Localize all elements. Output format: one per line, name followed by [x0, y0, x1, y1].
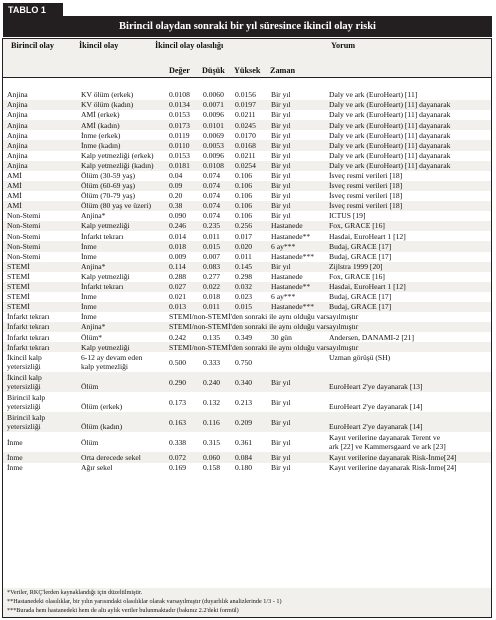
table-cell: Anjina: [3, 130, 77, 140]
table-cell: Bir yıl: [267, 211, 325, 221]
table-row: [3, 452, 492, 462]
table-cell: İnme: [77, 252, 165, 262]
table-cell: Hastanede**: [267, 231, 325, 241]
table-cell: Hasdai, EuroHeart 1 [12]: [325, 282, 492, 292]
footnote-1: *Veriler, RKÇ'lerden kaynaklandığı için düzeltilmiştir.: [7, 589, 143, 596]
table-cell: 0.023: [231, 292, 267, 302]
table-cell: Anjina*: [77, 322, 165, 332]
subheader-time: Zaman: [270, 66, 296, 75]
table-row: [3, 130, 492, 140]
table-row: [3, 181, 492, 191]
table-cell: Hastanede**: [267, 282, 325, 292]
risk-table: [3, 90, 492, 473]
table-cell: 0.015: [231, 302, 267, 312]
table-row: [3, 282, 492, 292]
table-row: [3, 211, 492, 221]
table-cell: 0.256: [231, 221, 267, 231]
table-cell: 0.0119: [165, 130, 199, 140]
table-cell: [3, 392, 77, 412]
table-cell: AMİ (erkek): [77, 110, 165, 120]
table-cell: 0.015: [199, 241, 231, 251]
subheader-high: Yüksek: [234, 66, 261, 75]
table-cell: 0.106: [231, 211, 267, 221]
table-cell: 0.132: [199, 392, 231, 412]
table-cell: Non-Stemi: [3, 221, 77, 231]
table-cell: ICTUS [19]: [325, 211, 492, 221]
table-cell: Ölüm (70-79 yaş): [77, 191, 165, 201]
table-cell: 0.074: [199, 171, 231, 181]
table-cell: 0.114: [165, 262, 199, 272]
cell-line: [329, 393, 492, 403]
table-row: [3, 302, 492, 312]
table-cell: [267, 352, 325, 372]
table-row: [3, 412, 492, 432]
table-cell: 0.011: [199, 302, 231, 312]
table-cell: 0.290: [165, 372, 199, 392]
table-cell: 0.032: [231, 282, 267, 292]
table-cell: [77, 412, 165, 432]
table-row: [3, 342, 492, 352]
footnote-3: ***Burada hem hastanedeki hem de altı aylık veriler bulunmaktadır (bakınız 2.2'deki formül): [7, 607, 239, 614]
table-cell: Bir yıl: [267, 90, 325, 100]
table-cell: 0.0053: [199, 140, 231, 150]
table-cell: 0.0254: [231, 161, 267, 171]
table-cell: 0.338: [165, 432, 199, 452]
table-row: [3, 252, 492, 262]
table-row: [3, 100, 492, 110]
table-cell: İsveç resmi verileri [18]: [325, 201, 492, 211]
table-cell: Bir yıl: [267, 151, 325, 161]
table-cell: 0.074: [199, 201, 231, 211]
table-cell: 0.0173: [165, 120, 199, 130]
table-cell: Hastanede***: [267, 252, 325, 262]
table-cell: Daly ve ark (EuroHeart) [11] dayanarak: [325, 100, 492, 110]
table-cell: İnfarkt tekrarı: [3, 322, 77, 332]
table-cell: 0.0153: [165, 110, 199, 120]
table-cell: Anjina: [3, 140, 77, 150]
table-cell: Andersen, DANAMI-2 [21]: [325, 332, 492, 342]
table-cell: 0.209: [231, 412, 267, 432]
table-cell: İnme (kadın): [77, 140, 165, 150]
table-title: Birincil olaydan sonraki bir yıl süresince ikincil olay riski: [3, 16, 492, 37]
table-cell: Ölüm (80 yaş ve üzeri): [77, 201, 165, 211]
table-cell: Anjina: [3, 90, 77, 100]
table-cell: İnfarkt tekrarı: [3, 342, 77, 352]
cell-line: Ölüm: [81, 382, 99, 392]
table-cell: STEMİ: [3, 292, 77, 302]
table-cell: 0.277: [199, 272, 231, 282]
table-cell: [325, 412, 492, 432]
table-cell: Hastanede***: [267, 302, 325, 312]
table-cell: Anjina: [3, 100, 77, 110]
table-cell: Orta derecede sekel: [77, 452, 165, 462]
table-cell: İnme: [3, 463, 77, 473]
cell-line: Ölüm (kadın): [81, 422, 123, 432]
cell-line: Ölüm (erkek): [81, 402, 123, 412]
table-label: TABLO 1: [3, 3, 63, 17]
table-cell: 0.007: [199, 252, 231, 262]
table-cell: 0.04: [165, 171, 199, 181]
table-row: [3, 392, 492, 412]
table-cell: 0.213: [231, 392, 267, 412]
table-cell: Fox, GRACE [16]: [325, 272, 492, 282]
table-cell: 0.011: [199, 231, 231, 241]
subheader-row: [3, 64, 492, 77]
table-cell: Budaj, GRACE [17]: [325, 241, 492, 251]
cell-line: Kayıt verilerine dayanarak Terent ve: [329, 432, 441, 442]
table-cell: Budaj, GRACE [17]: [325, 252, 492, 262]
table-cell: 0.246: [165, 221, 199, 231]
table-cell: 0.361: [231, 432, 267, 452]
table-row: [3, 191, 492, 201]
table-cell: İnfarkt tekrarı: [77, 231, 165, 241]
table-cell: Non-Stemi: [3, 231, 77, 241]
table-cell: Bir yıl: [267, 140, 325, 150]
table-cell: Daly ve ark (EuroHeart) [11] dayanarak: [325, 110, 492, 120]
table-cell: Budaj, GRACE [17]: [325, 302, 492, 312]
table-row: [3, 161, 492, 171]
table-cell: 0.340: [231, 372, 267, 392]
table-cell: STEMI/non-STEMİ'den sonraki ile aynı olduğu varsayılmıştır: [165, 312, 492, 322]
table-row: [3, 171, 492, 181]
header-row: [3, 39, 492, 64]
cell-line: [329, 413, 492, 423]
table-cell: Daly ve ark (EuroHeart) [11] dayanarak: [325, 140, 492, 150]
table-cell: 0.333: [199, 352, 231, 372]
cell-line: EuroHeart 2'ye dayanarak [13]: [329, 382, 423, 392]
table-cell: 0.090: [165, 211, 199, 221]
header-secondary-event: İkincil olay: [79, 41, 119, 50]
table-cell: AMİ (kadın): [77, 120, 165, 130]
header-primary-event: Birincil olay: [11, 41, 54, 50]
table-cell: 0.0108: [199, 161, 231, 171]
table-cell: Bir yıl: [267, 412, 325, 432]
table-cell: 0.018: [165, 241, 199, 251]
table-cell: 0.084: [231, 452, 267, 462]
cell-line: [81, 373, 165, 383]
table-cell: 0.0245: [231, 120, 267, 130]
table-cell: [3, 352, 77, 372]
cell-line: kalp yetmezliği: [81, 362, 129, 372]
table-cell: Budaj, GRACE [17]: [325, 292, 492, 302]
table-cell: İnme: [3, 432, 77, 452]
table-cell: 0.0108: [165, 90, 199, 100]
table-cell: [77, 392, 165, 412]
table-cell: 0.009: [165, 252, 199, 262]
table-cell: 0.074: [199, 211, 231, 221]
table-cell: 0.018: [199, 292, 231, 302]
table-cell: [77, 352, 165, 372]
table-cell: Bir yıl: [267, 262, 325, 272]
table-cell: [77, 372, 165, 392]
cell-line: Birincil kalp: [7, 392, 46, 402]
cell-line: Uzman görüşü (SH): [329, 352, 391, 362]
table-row: [3, 151, 492, 161]
table-cell: 0.011: [231, 252, 267, 262]
table-cell: Hastanede: [267, 272, 325, 282]
table-cell: 0.20: [165, 191, 199, 201]
table-cell: Anjina: [3, 161, 77, 171]
table-cell: 0.0168: [231, 140, 267, 150]
table-cell: Bir yıl: [267, 171, 325, 181]
table-cell: 30 gün: [267, 332, 325, 342]
subheader-low: Düşük: [202, 66, 225, 75]
table-cell: 0.349: [231, 332, 267, 342]
table-cell: 0.163: [165, 412, 199, 432]
table-cell: Daly ve ark (EuroHeart) [11]: [325, 90, 492, 100]
footnote-2: **Hastanedeki olasılıklar, bir yılın yarısındaki olasılıklar olarak varsayılmıştır (duyarlılık analizlerinde 1/3 - 1): [7, 598, 282, 605]
table-cell: KV ölüm (erkek): [77, 90, 165, 100]
table-cell: Bir yıl: [267, 201, 325, 211]
table-cell: [325, 432, 492, 452]
table-cell: Ölüm*: [77, 332, 165, 342]
table-cell: 0.0211: [231, 151, 267, 161]
table-cell: İnfarkt tekrarı: [3, 332, 77, 342]
table-cell: 0.298: [231, 272, 267, 282]
table-cell: İnme: [77, 312, 165, 322]
table-cell: 0.106: [231, 181, 267, 191]
footnotes: [3, 588, 492, 617]
table-cell: STEMİ: [3, 262, 77, 272]
table-row: [3, 463, 492, 473]
table-row: [3, 292, 492, 302]
table-cell: Kalp yetmezliği (erkek): [77, 151, 165, 161]
table-cell: STEMİ: [3, 272, 77, 282]
table-row: [3, 140, 492, 150]
table-cell: STEMI/non-STEMİ'den sonraki ile aynı olduğu varsayılmıştır: [165, 342, 492, 352]
table-cell: 0.242: [165, 332, 199, 342]
table-cell: STEMI/non-STEMİ'den sonraki ile aynı olduğu varsayılmıştır: [165, 322, 492, 332]
cell-line: [81, 393, 165, 403]
table-cell: 0.173: [165, 392, 199, 412]
table-cell: Ölüm (60-69 yaş): [77, 181, 165, 191]
table-cell: 0.0069: [199, 130, 231, 140]
table-cell: 0.021: [165, 292, 199, 302]
table-cell: Bir yıl: [267, 452, 325, 462]
table-cell: 0.240: [199, 372, 231, 392]
table-cell: Non-Stemi: [3, 252, 77, 262]
table-cell: 0.106: [231, 191, 267, 201]
table-cell: İnfarkt tekrarı: [3, 312, 77, 322]
table-row: [3, 231, 492, 241]
table-cell: 0.0153: [165, 151, 199, 161]
table-cell: 0.020: [231, 241, 267, 251]
table-cell: Anjina: [3, 110, 77, 120]
table-row: [3, 312, 492, 322]
table-cell: Anjina*: [77, 211, 165, 221]
table-cell: 0.013: [165, 302, 199, 312]
table-cell: [3, 372, 77, 392]
table-cell: Anjina*: [77, 262, 165, 272]
table-row: [3, 352, 492, 372]
table-cell: 0.0134: [165, 100, 199, 110]
table-cell: İsveç resmi verileri [18]: [325, 171, 492, 181]
table-cell: Anjina: [3, 120, 77, 130]
table-row: [3, 120, 492, 130]
cell-line: yetersizliği: [7, 402, 41, 412]
table-cell: Bir yıl: [267, 372, 325, 392]
table-cell: Ağır sekel: [77, 463, 165, 473]
table-cell: İsveç resmi verileri [18]: [325, 191, 492, 201]
table-row: [3, 272, 492, 282]
table-cell: 0.074: [199, 181, 231, 191]
table-cell: Hasdai, EuroHeart 1 [12]: [325, 231, 492, 241]
table-cell: [325, 372, 492, 392]
table-row: [3, 221, 492, 231]
table-cell: AMİ: [3, 181, 77, 191]
header-comment: Yorum: [331, 41, 356, 50]
cell-line: yetersizliği: [7, 422, 41, 432]
cell-line: ark [22] ve Kammersgaard ve ark [23]: [329, 442, 446, 452]
table-cell: İnme (erkek): [77, 130, 165, 140]
table-cell: 0.0156: [231, 90, 267, 100]
cell-line: EuroHeart 2'ye dayanarak [14]: [329, 422, 423, 432]
table-cell: Kalp yetmezliği (kadın): [77, 161, 165, 171]
table-cell: 0.022: [199, 282, 231, 292]
table-cell: 0.083: [199, 262, 231, 272]
table-cell: 0.288: [165, 272, 199, 282]
table-cell: 0.017: [231, 231, 267, 241]
table-cell: AMİ: [3, 171, 77, 181]
table-cell: 0.750: [231, 352, 267, 372]
table-cell: Kalp yetmezliği: [77, 272, 165, 282]
table-row: [3, 241, 492, 251]
table-cell: AMİ: [3, 201, 77, 211]
table-cell: Daly ve ark (EuroHeart) [11] dayanarak: [325, 120, 492, 130]
table-cell: Zijlstra 1999 [20]: [325, 262, 492, 272]
table-row: [3, 262, 492, 272]
table-cell: 0.0101: [199, 120, 231, 130]
table-cell: 0.0211: [231, 110, 267, 120]
table-cell: 0.169: [165, 463, 199, 473]
table-cell: 0.145: [231, 262, 267, 272]
cell-line: [329, 373, 492, 383]
table-cell: 0.315: [199, 432, 231, 452]
table-cell: Non-Stemi: [3, 241, 77, 251]
table-cell: İnme: [77, 241, 165, 251]
table-cell: 0.0060: [199, 90, 231, 100]
cell-line: 6-12 ay devam eden: [81, 352, 143, 362]
table-cell: STEMİ: [3, 302, 77, 312]
table-cell: 0.0096: [199, 151, 231, 161]
table-row: [3, 90, 492, 100]
cell-line: [81, 413, 165, 423]
table-cell: KV ölüm (kadın): [77, 100, 165, 110]
table-cell: 0.09: [165, 181, 199, 191]
table-row: [3, 372, 492, 392]
cell-line: Birincil kalp: [7, 412, 46, 422]
table-cell: 0.116: [199, 412, 231, 432]
table-cell: 0.180: [231, 463, 267, 473]
table-cell: [325, 352, 492, 372]
table-cell: 0.158: [199, 463, 231, 473]
table-cell: Bir yıl: [267, 130, 325, 140]
subheader-value: Değer: [169, 66, 190, 75]
table-cell: Kayıt verilerine dayanarak Risk-İnme[24]: [325, 452, 492, 462]
table-cell: 0.0181: [165, 161, 199, 171]
table-cell: Daly ve ark (EuroHeart) [11] dayanarak: [325, 130, 492, 140]
table-cell: İnme: [3, 452, 77, 462]
table-cell: Hastanede: [267, 221, 325, 231]
table-cell: 0.0110: [165, 140, 199, 150]
table-row: [3, 432, 492, 452]
table-cell: 0.072: [165, 452, 199, 462]
cell-line: İkincil kalp: [7, 372, 42, 382]
table-cell: 0.106: [231, 201, 267, 211]
table-cell: STEMİ: [3, 282, 77, 292]
table-cell: İnme: [77, 292, 165, 302]
table-cell: AMİ: [3, 191, 77, 201]
cell-line: [329, 362, 492, 372]
table-cell: Anjina: [3, 151, 77, 161]
table-cell: Bir yıl: [267, 181, 325, 191]
table-cell: Bir yıl: [267, 463, 325, 473]
cell-line: yetersizliği: [7, 382, 41, 392]
table-cell: Daly ve ark (EuroHeart) [11] dayanarak: [325, 161, 492, 171]
table-cell: Non-Stemi: [3, 211, 77, 221]
table-cell: 0.135: [199, 332, 231, 342]
table-cell: Bir yıl: [267, 191, 325, 201]
header-rule: [3, 77, 492, 78]
table-cell: Kalp yetmezliği: [77, 342, 165, 352]
table-cell: 0.0071: [199, 100, 231, 110]
table-cell: Bir yıl: [267, 110, 325, 120]
table-cell: 0.074: [199, 191, 231, 201]
table-cell: 0.027: [165, 282, 199, 292]
table-cell: 0.106: [231, 171, 267, 181]
table-cell: Bir yıl: [267, 100, 325, 110]
table-cell: 6 ay***: [267, 292, 325, 302]
table-cell: 0.060: [199, 452, 231, 462]
table-cell: 0.014: [165, 231, 199, 241]
table-cell: Bir yıl: [267, 392, 325, 412]
table-cell: İnme: [77, 302, 165, 312]
table-cell: Bir yıl: [267, 120, 325, 130]
table-cell: Fox, GRACE [16]: [325, 221, 492, 231]
table-cell: [325, 392, 492, 412]
table-cell: 0.0170: [231, 130, 267, 140]
table-cell: 0.235: [199, 221, 231, 231]
table-cell: Kalp yetmezliği: [77, 221, 165, 231]
table-cell: Kayıt verilerine dayanarak Risk-İnme[24]: [325, 463, 492, 473]
table-cell: [3, 412, 77, 432]
table-cell: İsveç resmi verileri [18]: [325, 181, 492, 191]
table-cell: 0.38: [165, 201, 199, 211]
table-cell: Bir yıl: [267, 432, 325, 452]
table-row: [3, 201, 492, 211]
table-cell: Ölüm: [77, 432, 165, 452]
table-cell: 0.0096: [199, 110, 231, 120]
table-cell: 0.0197: [231, 100, 267, 110]
table-cell: 6 ay***: [267, 241, 325, 251]
table-row: [3, 110, 492, 120]
table-row: [3, 332, 492, 342]
header-probability: İkincil olay olasılığı: [155, 41, 224, 50]
table-row: [3, 322, 492, 332]
cell-line: EuroHeart 2'ye dayanarak [14]: [329, 402, 423, 412]
table-cell: 0.500: [165, 352, 199, 372]
table-cell: İnfarkt tekrarı: [77, 282, 165, 292]
table-cell: Daly ve ark (EuroHeart) [11] dayanarak: [325, 151, 492, 161]
cell-line: İkincil kalp: [7, 352, 42, 362]
table-cell: Bir yıl: [267, 161, 325, 171]
table-cell: Ölüm (30-59 yaş): [77, 171, 165, 181]
cell-line: yetersizliği: [7, 362, 41, 372]
